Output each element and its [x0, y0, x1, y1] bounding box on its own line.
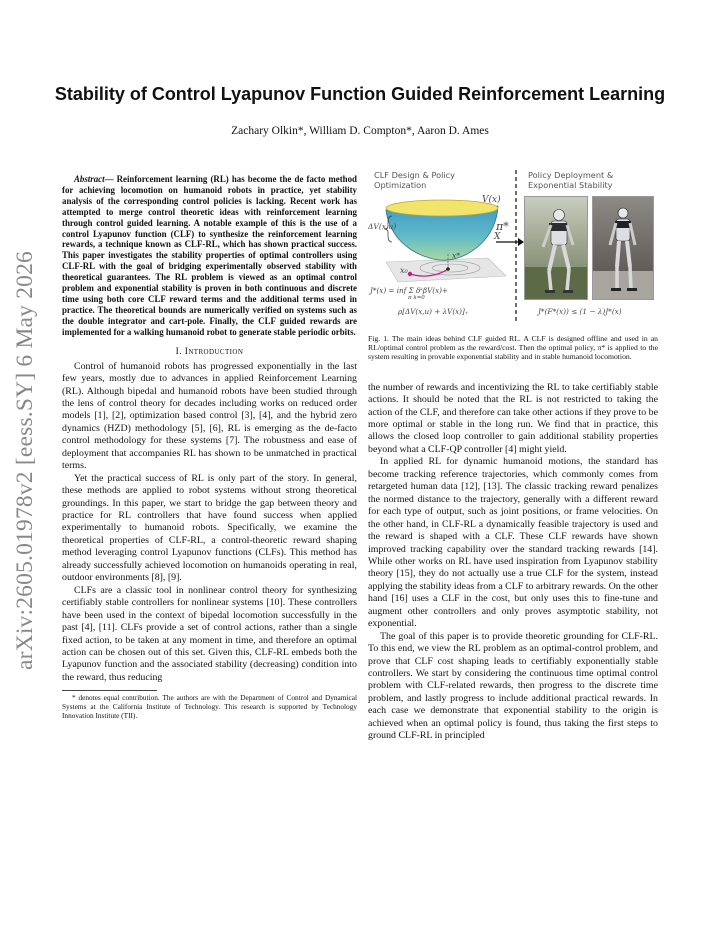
cost-equation-line-1: J*(x) = inf Σ δᵏβV(x)+: [370, 286, 448, 295]
label-optimal-policy: π*: [496, 220, 509, 233]
humanoid-photo-2: [592, 196, 654, 300]
cost-equation-subscript: π k=0: [408, 295, 425, 301]
figure-left-heading: CLF Design & Policy Optimization: [374, 170, 455, 190]
label-delta-v: ΔV(x,u): [368, 222, 397, 231]
humanoid-photo-1: [524, 196, 588, 300]
right-column: [368, 170, 658, 743]
paragraph: Yet the practical success of RL is only part of the story. In general, these methods are applied to robot systems without strong theoretical groundings. In this paper, we start to bridge the gap between theory and practice for RL controllers that have found success when applied experimentally to humanoid robots. Specifically, we examine the theoretical properties of CLF-RL, a control-theoretic reward shaping method leveraging control Lyapunov functions (CLFs). This method has already successfully achieved locomotion on humanoids operating in real, outdoor environments [8], [9].: [62, 472, 357, 584]
paragraph: Control of humanoid robots has progressed exponentially in the last few years, mostly due to advances in applied Reinforcement Learning (RL). Although bipedal and humanoid robots have been studied through the lens of control theory for decades including works on reduced order models [1], [2], optimization based control [3], [4], and the hybrid zero dynamics (HZD) methodology [5], [6], RL is emerging as the de-facto control methodology for these systems [7]. The robustness and ease of deployment that accompanies RL has shown to be unmatched in practical terms.: [62, 360, 357, 472]
abstract-text: — Reinforcement learning (RL) has become the de facto method for achieving locomotion on humanoid robots in practice, yet stability analysis of the corresponding control policies is lacking. Recent work has attempted to merge control theoretic ideas with reinforcement learning through control guided learning. A notable example of this is the use of a control Lyapunov function (CLF) to synthesize the reinforcement learning rewards, a technique known as CLF-RL, which has shown practical success. This paper investigates the stability properties of optimal controllers using CLF-RL with the goal of bridging experimentally observed stability with theoretical guarantees. The RL problem is viewed as an optimal control problem and exponential stability is proven in both continuous and discrete time using both core CLF reward terms and the additional terms used in practice. The theoretical bounds are numerically verified on systems such as the double integrator and cart-pole. Finally, the CLF guided rewards are implemented for a walking humanoid robot to generate stable periodic orbits.: [62, 174, 357, 337]
section-heading-introduction: I. Introduction: [175, 346, 244, 357]
abstract: [62, 174, 357, 338]
figure-1: [368, 170, 658, 326]
left-column: [62, 174, 357, 720]
cost-equation-line-2: ρ[ΔV(x,u) + λV(x)]₊: [398, 307, 469, 316]
arxiv-identifier: [4, 200, 46, 720]
arxiv-identifier-text: arXiv:2605.01978v2 [eess.SY] 6 May 2026: [11, 250, 38, 670]
policy-arrow: [496, 236, 524, 248]
abstract-label: Abstract: [74, 174, 105, 184]
author-list: Zachary Olkin*, William D. Compton*, Aaron D. Ames: [231, 125, 489, 137]
paragraph: the number of rewards and incentivizing the RL to take certifiably stable actions. It should be noted that the RL is not restricted to taking the action of the CLF, and therefore can take other actions if they prove to be more optimal or stable in the long run. We find that in practice, this allows the closed loop controller to gain additional stability properties beyond what a CLF-QP controller [4] might yield.: [368, 381, 658, 455]
paragraph: CLFs are a classic tool in nonlinear control theory for synthesizing certifiably stable controllers for nonlinear systems [10]. These controllers have been used in the context of bipedal locomotion successfully in the past [4], [11]. CLFs provide a set of control actions, rather than a single fixed action, to be taken at any moment in time, and therefore an optimal action can be chosen out of this set. Given this, CLF-RL embeds both the Lyapunov function and the associated stability (decreasing) condition into the reward, thus reducing: [62, 584, 357, 683]
label-x0: x₀: [400, 266, 408, 275]
initial-state-point: [408, 272, 412, 276]
label-x-star: x*: [452, 251, 460, 260]
clf-bowl-diagram: [368, 192, 514, 288]
label-v: V(x): [482, 195, 501, 205]
figure-caption: Fig. 1. The main ideas behind CLF guided RL. A CLF is designed offline and used in an RL/optimal control problem as the reward/cost. Then the optimal policy, π* is applied to the system resulting in provable exponential stability and in stable humanoid locomotion.: [368, 334, 658, 362]
equilibrium-point: [446, 267, 450, 271]
paragraph: In applied RL for dynamic humanoid motions, the standard has become tracking reference trajectories, which commonly comes from retargeted human data [12], [13]. The classic tracking reward penalizes the normed distance to the trajectory, generally with a different reward for each type of output, such as joint positions, or frame velocities. On the other hand, in CLF-RL a dynamically feasible trajectory is used and the reward is shaped with a CLF. These CLF rewards have shown improved tracking capability over the standard tracking rewards [14]. While other works on RL have used inspiration from Lyapunov stability theory [15], they do not actually use a true CLF for the system, instead applying the stability ideas from a CLF to arbitrary rewards. On the other hand [16] uses a CLF in the cost, but only uses this to fine-tune and augment other controllers and only proves asymptotic stability, not exponential.: [368, 456, 658, 630]
label-x-set: X: [494, 232, 501, 242]
footnote-divider: [62, 690, 157, 691]
paragraph: The goal of this paper is to provide theoretic grounding for CLF-RL. To this end, we view the RL problem as an optimal-control problem, and prove that CLF cost shaping leads to certifiably exponentially stable controllers. We start by considering the continuous time optimal control problem with CLF-related rewards, then progress to the discrete time problem, and lastly progress to include additional practical rewards. In each case we demonstrate that exponential stability to the origin is achieved when an optimal policy is found, thus taking the first steps to ground CLF-RL in principled: [368, 630, 658, 742]
figure-right-heading: Policy Deployment & Exponential Stability: [528, 170, 614, 190]
footnote: * denotes equal contribution. The authors are with the Department of Control and Dynamical Systems at the California Institute of Technology. This research is supported by Technology Innovation Institute (TII).: [62, 693, 357, 720]
stability-equation: J*(F*(x)) ≤ (1 − λ)J*(x): [538, 307, 622, 316]
paper-title: Stability of Control Lyapunov Function Guided Reinforcement Learning: [54, 84, 666, 104]
